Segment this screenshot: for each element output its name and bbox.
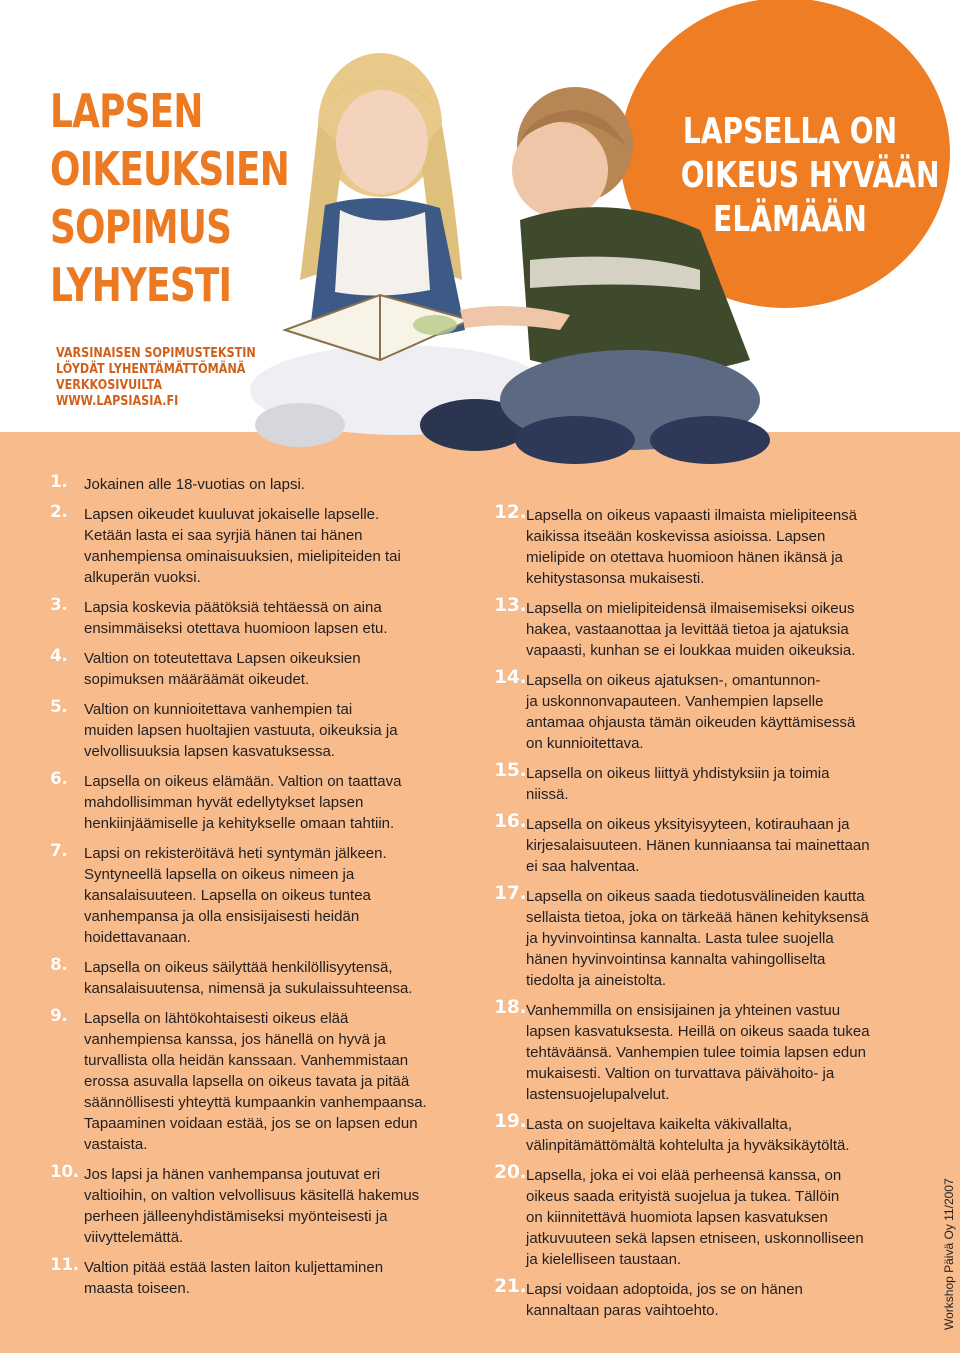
rights-list-item	[50, 597, 460, 639]
rights-list-item	[50, 474, 460, 495]
item-number: 20.	[494, 1161, 527, 1183]
item-number: 11.	[50, 1255, 79, 1275]
item-text	[84, 699, 460, 762]
item-text-line: antamaa ohjausta tämän oikeuden käyttämisessä	[526, 714, 856, 731]
item-text-line: sopimuksen määräämät oikeudet.	[84, 671, 310, 688]
item-text-line: Lapsella on mielipiteidensä ilmaisemiseksi oikeus	[526, 600, 855, 617]
item-text-line: Lasta on suojeltava kaikelta väkivallalta,	[526, 1116, 792, 1133]
item-text	[526, 1279, 914, 1321]
item-text-line: tiedolta ja aineistolta.	[526, 972, 667, 989]
item-text-line: hoidettavanaan.	[84, 929, 191, 946]
item-text-line: Lapsella, joka ei voi elää perheensä kanssa, on	[526, 1167, 842, 1184]
item-number: 1.	[50, 472, 68, 492]
item-number: 6.	[50, 769, 68, 789]
item-text-line: kirjesalaisuuteen. Hänen kunniaansa tai mainettaan	[526, 837, 870, 854]
rights-list-item	[494, 1110, 914, 1156]
item-number: 21.	[494, 1275, 527, 1297]
slogan-line: LAPSELLA ON	[682, 111, 898, 152]
rights-list-right	[494, 501, 914, 1330]
item-text-line: sellaista tietoa, joka on tärkeää hänen kehityksensä	[526, 909, 869, 926]
rights-list-item	[50, 504, 460, 588]
item-text-line: maasta toiseen.	[84, 1280, 190, 1297]
rights-list-item	[494, 882, 914, 991]
item-text-line: Tapaaminen voidaan estää, jos se on lapsen edun	[84, 1115, 418, 1132]
rights-list-item	[50, 771, 460, 834]
title-line: OIKEUKSIEN	[50, 142, 290, 196]
item-text-line: alkuperän vuoksi.	[84, 569, 201, 586]
item-text-line: lapsen kasvatuksesta. Heillä on oikeus saada tukea	[526, 1023, 870, 1040]
item-text-line: hakea, vastaanottaa ja levittää tietoa ja ajatuksia	[526, 621, 849, 638]
item-text-line: mahdollisimman hyvät edellytykset lapsen	[84, 794, 364, 811]
item-text-line: vanhempansa ja olla ensisijaisesti heidän	[84, 908, 360, 925]
item-text-line: vastaista.	[84, 1136, 148, 1153]
item-text-line: kehitystasonsa mukaisesti.	[526, 570, 705, 587]
item-text-line: tehtäväänsä. Vanhempien tulee toimia lapsen edun	[526, 1044, 866, 1061]
item-number: 3.	[50, 595, 68, 615]
item-text-line: vapaasti, kunhan se ei loukkaa muiden oikeuksia.	[526, 642, 856, 659]
item-text-line: hänen hyvinvointinsa kannalta vahingolliselta	[526, 951, 826, 968]
item-text	[84, 771, 460, 834]
item-text	[526, 1000, 914, 1105]
item-text-line: Lapsella on lähtökohtaisesti oikeus elää	[84, 1010, 349, 1027]
item-number: 9.	[50, 1006, 68, 1026]
item-number: 18.	[494, 996, 527, 1018]
item-text-line: Lapsella on oikeus liittyä yhdistyksiin ja toimia	[526, 765, 830, 782]
item-number: 19.	[494, 1110, 527, 1132]
item-text-line: Lapsella on oikeus vapaasti ilmaista mielipiteensä	[526, 507, 858, 524]
item-text-line: ei saa halventaa.	[526, 858, 640, 875]
item-text-line: perheen jälleenyhdistämiseksi myönteisesti ja	[84, 1208, 388, 1225]
title-line: LYHYESTI	[50, 258, 232, 312]
item-text-line: lastensuojelupalvelut.	[526, 1086, 670, 1103]
item-number: 10.	[50, 1162, 79, 1182]
rights-list-item	[494, 759, 914, 805]
item-text	[84, 474, 460, 495]
item-text-line: kansalaisuutensa, nimensä ja sukulaissuhteensa.	[84, 980, 413, 997]
item-text-line: niissä.	[526, 786, 569, 803]
rights-list-item	[50, 843, 460, 948]
source-note	[56, 346, 254, 410]
item-text-line: mielipide on otettava huomioon hänen ikänsä ja	[526, 549, 843, 566]
item-number: 2.	[50, 502, 68, 522]
item-text	[84, 957, 460, 999]
item-text-line: kansalaisuuteen. Lapsella on oikeus tuntea	[84, 887, 371, 904]
item-text	[526, 814, 914, 877]
rights-list-item	[494, 810, 914, 877]
item-text-line: turvallista olla heidän kanssaan. Vanhemmistaan	[84, 1052, 409, 1069]
item-text	[84, 1008, 460, 1155]
item-text-line: Valtion on kunnioitettava vanhempien tai	[84, 701, 353, 718]
rights-list-item	[50, 1257, 460, 1299]
circle-slogan	[650, 110, 940, 242]
item-text-line: ja kielelliseen taustaan.	[526, 1251, 682, 1268]
item-number: 7.	[50, 841, 68, 861]
item-text	[526, 763, 914, 805]
item-text-line: kaikissa itseään koskevissa asioissa. Lapsen	[526, 528, 826, 545]
item-number: 12.	[494, 501, 527, 523]
source-line: VARSINAISEN SOPIMUSTEKSTIN	[56, 346, 256, 361]
children-reading-book-photo	[230, 30, 850, 470]
item-text	[526, 598, 914, 661]
item-number: 8.	[50, 955, 68, 975]
rights-list-item	[494, 594, 914, 661]
item-text-line: ja hyvinvointinsa kannalta. Lasta tulee suojella	[526, 930, 834, 947]
item-text-line: jatkuvuuteen sekä lapsen etniseen, uskonnolliseen	[526, 1230, 864, 1247]
item-text-line: kannaltaan paras vaihtoehto.	[526, 1302, 719, 1319]
rights-list-item	[494, 1161, 914, 1270]
item-text-line: Lapsella on oikeus saada tiedotusvälineiden kautta	[526, 888, 865, 905]
item-number: 13.	[494, 594, 527, 616]
poster-title	[50, 82, 290, 314]
item-text-line: Lapsella on oikeus säilyttää henkilöllisyytensä,	[84, 959, 393, 976]
item-text-line: on kunnioitettava.	[526, 735, 644, 752]
rights-list-item	[50, 1164, 460, 1248]
item-text-line: Lapsella on oikeus yksityisyyteen, kotirauhaan ja	[526, 816, 850, 833]
item-text-line: vanhempiensa ominaisuuksien, mielipiteiden tai	[84, 548, 401, 565]
rights-list-left	[50, 474, 460, 1308]
item-text-line: Jos lapsi ja hänen vanhempansa joutuvat eri	[84, 1166, 381, 1183]
item-text-line: on kiinnitettävä huomiota lapsen kasvatuksen	[526, 1209, 828, 1226]
slogan-line: OIKEUS HYVÄÄN	[680, 155, 940, 196]
item-text-line: oikeus saada erityistä suojelua ja tukea. Tällöin	[526, 1188, 840, 1205]
item-text-line: Valtion on toteutettava Lapsen oikeuksien	[84, 650, 361, 667]
item-text-line: Lapsella on oikeus elämään. Valtion on taattava	[84, 773, 402, 790]
item-text-line: Lapsi voidaan adoptoida, jos se on hänen	[526, 1281, 803, 1298]
item-text-line: Lapsia koskevia päätöksiä tehtäessä on aina	[84, 599, 382, 616]
item-text-line: Syntyneellä lapsella on oikeus nimeen ja	[84, 866, 355, 883]
source-line: LÖYDÄT LYHENTÄMÄTTÖMÄNÄ	[56, 362, 246, 377]
item-text	[84, 843, 460, 948]
source-line: VERKKOSIVUILTA	[56, 378, 163, 393]
slogan-line: ELÄMÄÄN	[713, 199, 867, 240]
item-text-line: henkiinjäämiselle ja kehitykselle omaan tahtiin.	[84, 815, 395, 832]
rights-list-item	[50, 648, 460, 690]
item-text-line: Ketään lasta ei saa syrjiä hänen tai hänen	[84, 527, 363, 544]
item-text	[526, 1114, 914, 1156]
item-number: 16.	[494, 810, 527, 832]
title-line: SOPIMUS	[50, 200, 232, 254]
item-text-line: valtioihin, on valtion velvollisuus käsitellä hakemus	[84, 1187, 420, 1204]
rights-list-item	[50, 1008, 460, 1155]
item-text	[84, 648, 460, 690]
item-text	[84, 1257, 460, 1299]
item-text-line: ja uskonnonvapauteen. Vanhempien lapselle	[526, 693, 824, 710]
item-text-line: Lapsella on oikeus ajatuksen-, omantunnon-	[526, 672, 821, 689]
item-text-line: Jokainen alle 18-vuotias on lapsi.	[84, 476, 305, 493]
item-text	[526, 670, 914, 754]
item-text-line: vanhempiensa kanssa, jos hänellä on hyvä ja	[84, 1031, 386, 1048]
item-text-line: Lapsen oikeudet kuuluvat jokaiselle lapselle.	[84, 506, 380, 523]
item-text-line: säännöllisesti yhteyttä kumpaankin vanhempaansa.	[84, 1094, 427, 1111]
item-number: 17.	[494, 882, 527, 904]
item-text	[84, 504, 460, 588]
item-text-line: Lapsi on rekisteröitävä heti syntymän jälkeen.	[84, 845, 387, 862]
rights-list-item	[494, 996, 914, 1105]
item-number: 4.	[50, 646, 68, 666]
item-text-line: välinpitämättömältä kohtelulta ja hyväksikäytöltä.	[526, 1137, 850, 1154]
publisher-credit: Workshop Päivä Oy 11/2007	[942, 1178, 956, 1330]
item-text-line: muiden lapsen huoltajien vastuuta, oikeuksia ja	[84, 722, 398, 739]
item-text	[84, 1164, 460, 1248]
item-number: 14.	[494, 666, 527, 688]
item-text-line: ensimmäiseksi otettava huomioon lapsen etu.	[84, 620, 388, 637]
item-text	[526, 1165, 914, 1270]
source-url[interactable]: WWW.LAPSIASIA.FI	[56, 394, 179, 409]
title-line: LAPSEN	[50, 84, 203, 138]
item-text	[526, 505, 914, 589]
item-text-line: Valtion pitää estää lasten laiton kuljettaminen	[84, 1259, 384, 1276]
rights-list-item	[494, 501, 914, 589]
rights-list-item	[494, 1275, 914, 1321]
rights-list-item	[50, 699, 460, 762]
item-text-line: Vanhemmilla on ensisijainen ja yhteinen vastuu	[526, 1002, 841, 1019]
item-number: 15.	[494, 759, 527, 781]
item-text	[84, 597, 460, 639]
rights-list-item	[494, 666, 914, 754]
item-text-line: viivyttelemättä.	[84, 1229, 184, 1246]
item-number: 5.	[50, 697, 68, 717]
item-text-line: velvollisuuksia lapsen kasvatuksessa.	[84, 743, 335, 760]
item-text	[526, 886, 914, 991]
rights-list-item	[50, 957, 460, 999]
item-text-line: mukaisesti. Valtion on turvattava päivähoito- ja	[526, 1065, 835, 1082]
item-text-line: erossa asuvalla lapsella on oikeus tavata ja pitää	[84, 1073, 410, 1090]
